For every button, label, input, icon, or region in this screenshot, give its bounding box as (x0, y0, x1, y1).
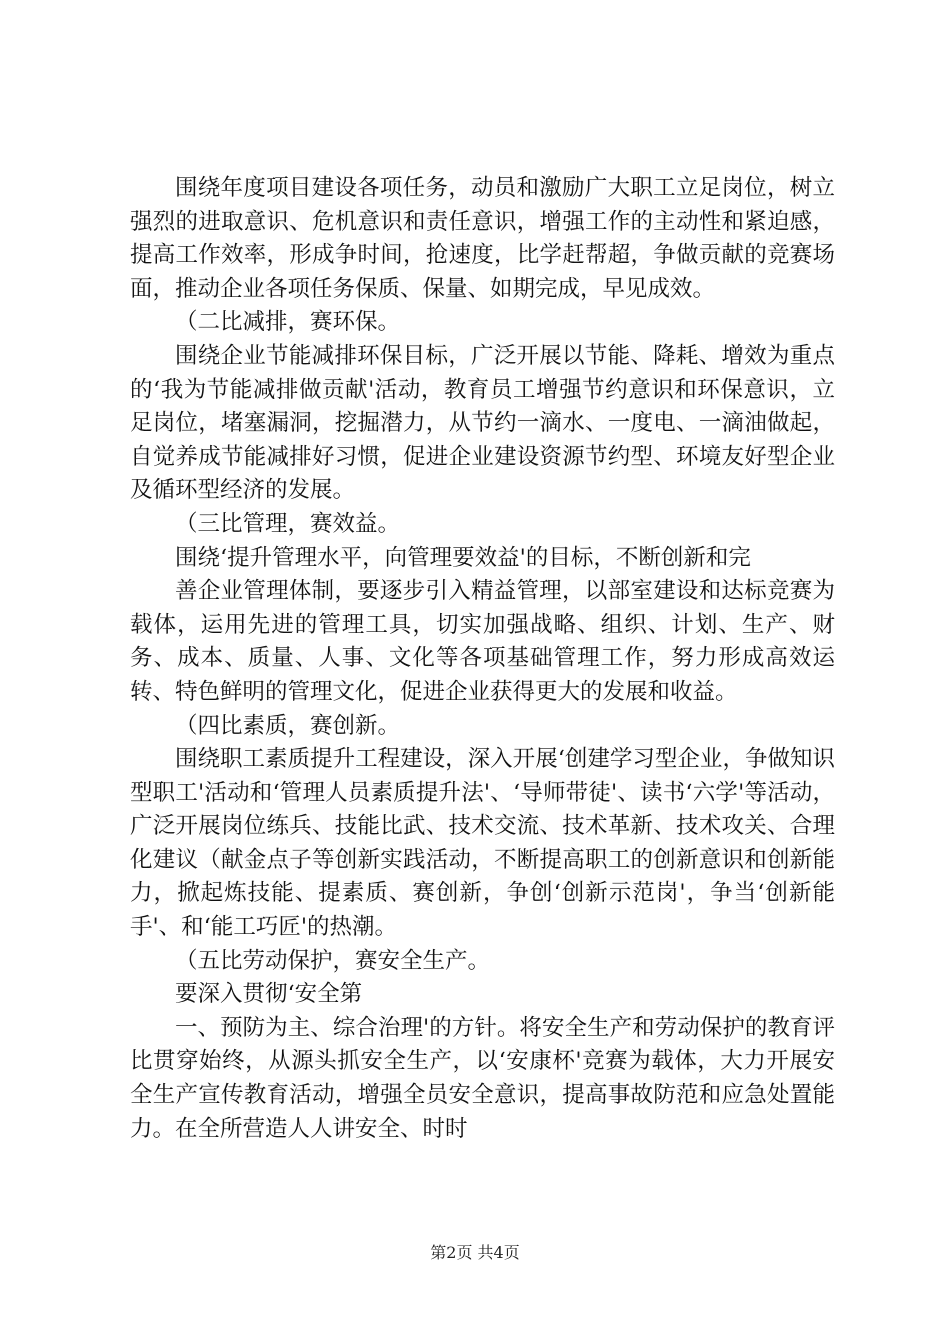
paragraph-staff-quality: 围绕职工素质提升工程建设，深入开展‘创建学习型企业，争做知识型职工'活动和‘管理人员素质提升法'、‘导师带徒'、读书‘六学'等活动，广泛开展岗位练兵、技能比武、技术交流、技术革新、技术攻关、合理化建议（献金点子等创新实践活动，不断提高职工的创新意识和创新能力，掀起炼技能、提素质、赛创新，争创‘创新示范岗'，争当‘创新能手'、和‘能工巧匠'的热潮。 (130, 746, 835, 941)
page-number-footer: 第2页 共4页 (430, 1243, 520, 1262)
heading-emission-reduction: （二比减排，赛环保。 (175, 309, 401, 336)
paragraph-safety-policy: 一、预防为主、综合治理'的方针。将安全生产和劳动保护的教育评比贯穿始终，从源头抓安全生产，以‘安康杯'竞赛为载体，大力开展安全生产宣传教育活动，增强全员安全意识，提高事故防范和应急处置能力。在全所营造人人讲安全、时时 (130, 1014, 835, 1142)
paragraph-project-tasks: 围绕年度项目建设各项任务，动员和激励广大职工立足岗位，树立强烈的进取意识、危机意识和责任意识，增强工作的主动性和紧迫感，提高工作效率，形成争时间，抢速度，比学赶帮超，争做贡献的竞赛场面，推动企业各项任务保质、保量、如期完成，早见成效。 (130, 175, 835, 302)
paragraph-energy-saving: 围绕企业节能减排环保目标，广泛开展以节能、降耗、增效为重点的‘我为节能减排做贡献'活动，教育员工增强节约意识和环保意识，立足岗位，堵塞漏洞，挖掘潜力，从节约一滴水、一度电、一滴油做起，自觉养成节能减排好习惯，促进企业建设资源节约型、环境友好型企业及循环型经济的发展。 (130, 342, 835, 504)
paragraph-safety-first: 要深入贯彻‘安全第 (175, 981, 363, 1008)
heading-quality-innovation: （四比素质，赛创新。 (175, 712, 401, 739)
document-body (130, 172, 835, 1146)
paragraph-management-goal: 围绕‘提升管理水平，向管理要效益'的目标，不断创新和完 (175, 544, 751, 571)
paragraph-management-system: 善企业管理体制，要逐步引入精益管理，以部室建设和达标竞赛为载体，运用先进的管理工具，切实加强战略、组织、计划、生产、财务、成本、质量、人事、文化等各项基础管理工作，努力形成高效运转、特色鲜明的管理文化，促进企业获得更大的发展和收益。 (130, 578, 835, 705)
heading-management: （三比管理，赛效益。 (175, 510, 401, 537)
heading-labor-protection: （五比劳动保护，赛安全生产。 (175, 947, 491, 974)
